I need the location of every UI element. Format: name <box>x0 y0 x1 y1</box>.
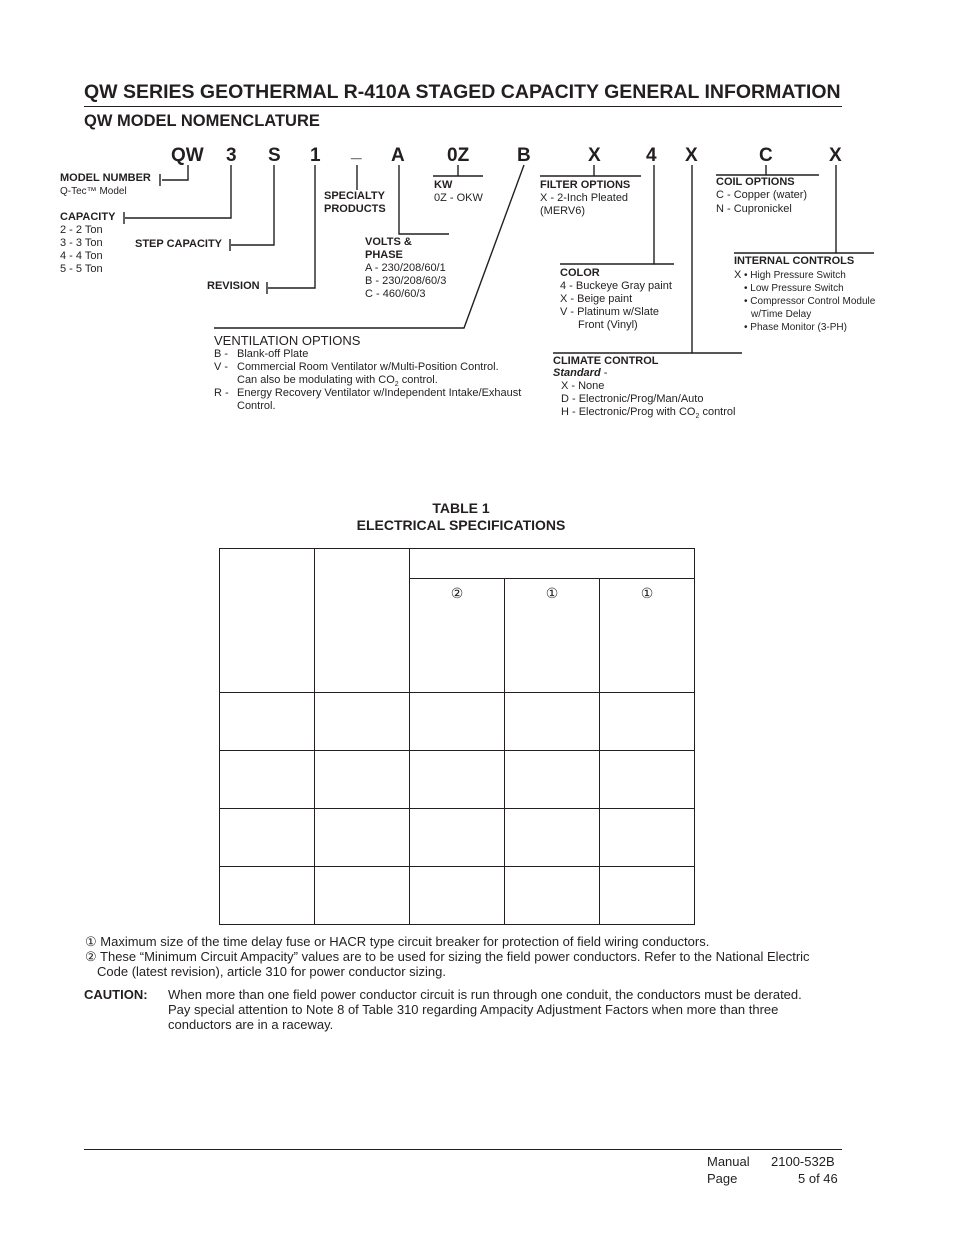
color-label: COLOR <box>560 267 600 279</box>
filter-options-label: FILTER OPTIONS <box>540 179 631 191</box>
code-filter: X <box>588 145 601 166</box>
table-cell <box>220 867 315 925</box>
internal-controls-item: • Phase Monitor (3-PH) <box>744 322 847 333</box>
code-specialty: _ <box>351 141 362 162</box>
table-cell <box>220 751 315 809</box>
table-row <box>220 867 695 925</box>
table-cell <box>410 751 505 809</box>
specialty-label: PRODUCTS <box>324 203 386 215</box>
ventilation-text: Blank-off Plate <box>237 348 309 360</box>
internal-controls-item: • Low Pressure Switch <box>744 283 844 294</box>
filter-item: X - 2-Inch Pleated <box>540 192 629 204</box>
caution-label: CAUTION: <box>84 987 148 1002</box>
climate-item: X - None <box>561 380 605 392</box>
table-cell <box>505 751 600 809</box>
caution-line: When more than one field power conductor circuit is run through one conduit, the conductors must be derated. <box>168 987 802 1002</box>
ventilation-code: R - <box>214 387 229 399</box>
coil-options-label: COIL OPTIONS <box>716 176 795 188</box>
footnote-2-cont: Code (latest revision), article 310 for power conductor sizing. <box>97 964 446 979</box>
step-capacity-label: STEP CAPACITY <box>135 238 222 250</box>
table-cell <box>600 809 695 867</box>
caution-line: Pay special attention to Note 8 of Table 310 regarding Ampacity Adjustment Factors when more than three <box>168 1002 779 1017</box>
code-revision: 1 <box>310 145 321 166</box>
table-cell <box>600 693 695 751</box>
code-color: 4 <box>646 145 657 166</box>
ventilation-text: Energy Recovery Ventilator w/Independent Intake/Exhaust <box>237 387 522 399</box>
coil-item: C - Copper (water) <box>716 189 808 201</box>
footnote-2: ② These “Minimum Circuit Ampacity” values are to be used for sizing the field power conductors. Refer to the National Electric <box>85 949 810 964</box>
table-header-row <box>220 549 695 579</box>
color-item: X - Beige paint <box>560 293 633 305</box>
co2-subscript: 2 <box>695 413 700 421</box>
climate-standard-label: Standard <box>553 367 601 379</box>
ventilation-text: Commercial Room Ventilator w/Multi-Position Control. <box>237 361 499 373</box>
climate-item: H - Electronic/Prog with CO <box>561 406 696 418</box>
model-number-label: MODEL NUMBER <box>60 172 151 184</box>
ventilation-text: Can also be modulating with CO <box>237 374 395 386</box>
code-ventilation: B <box>517 145 531 166</box>
table-row <box>220 751 695 809</box>
internal-controls-prefix: X <box>734 269 742 281</box>
page-title: QW SERIES GEOTHERMAL R-410A STAGED CAPACITY GENERAL INFORMATION <box>84 81 841 103</box>
table-header-cell <box>410 549 695 579</box>
color-item: Front (Vinyl) <box>578 319 638 331</box>
filter-item: (MERV6) <box>540 205 586 217</box>
table-subtitle: ELECTRICAL SPECIFICATIONS <box>356 517 566 533</box>
footer-rule <box>84 1149 842 1150</box>
climate-item: D - Electronic/Prog/Man/Auto <box>561 393 704 405</box>
table-cell <box>220 809 315 867</box>
table-cell <box>505 867 600 925</box>
volts-item: A - 230/208/60/1 <box>365 262 446 274</box>
table-cell <box>505 693 600 751</box>
internal-controls-item: w/Time Delay <box>751 309 812 320</box>
color-item: 4 - Buckeye Gray paint <box>560 280 672 292</box>
page-label: Page <box>707 1171 738 1186</box>
kw-item: 0Z - OKW <box>434 192 483 204</box>
table-row <box>220 693 695 751</box>
climate-item-h <box>561 406 735 423</box>
capacity-item: 2 - 2 Ton <box>60 224 103 236</box>
climate-control-standard: Standard - <box>553 367 608 379</box>
table-header-cell <box>220 549 315 693</box>
ventilation-code: B - <box>214 348 229 360</box>
table-header-cell: ① <box>600 579 695 693</box>
caution-line: conductors are in a raceway. <box>168 1017 334 1032</box>
table-header-cell: ① <box>505 579 600 693</box>
table-row <box>220 809 695 867</box>
internal-controls-label: INTERNAL CONTROLS <box>734 255 855 267</box>
code-coil: C <box>759 145 773 166</box>
table-header-cell: ② <box>410 579 505 693</box>
internal-controls-item: • High Pressure Switch <box>744 270 846 281</box>
model-number-value: Q-Tec™ Model <box>60 186 127 197</box>
table-cell <box>410 867 505 925</box>
page-number: 5 of 46 <box>798 1171 838 1186</box>
specialty-label: SPECIALTY <box>324 190 385 202</box>
table-cell <box>315 751 410 809</box>
table-cell <box>410 693 505 751</box>
ventilation-text-suffix: control. <box>398 374 438 386</box>
coil-item: N - Cupronickel <box>716 203 792 215</box>
code-kw: 0Z <box>447 145 470 166</box>
code-capacity: 3 <box>226 145 237 166</box>
footnote-1: ① Maximum size of the time delay fuse or HACR type circuit breaker for protection of field wiring conductors. <box>85 934 710 949</box>
table-cell <box>315 693 410 751</box>
section-title: QW MODEL NOMENCLATURE <box>84 112 320 130</box>
color-item: V - Platinum w/Slate <box>560 306 660 318</box>
table-cell <box>220 693 315 751</box>
table-cell <box>600 751 695 809</box>
code-step: S <box>268 145 281 166</box>
table-cell <box>315 809 410 867</box>
internal-controls-item: • Compressor Control Module <box>744 296 876 307</box>
ventilation-text: Control. <box>237 400 276 412</box>
table-title: TABLE 1 <box>432 500 490 516</box>
revision-label: REVISION <box>207 280 260 292</box>
kw-label: KW <box>434 179 453 191</box>
volts-item: C - 460/60/3 <box>365 288 426 300</box>
volts-phase-label: VOLTS & <box>365 236 412 248</box>
code-internal: X <box>829 145 842 166</box>
table-cell <box>410 809 505 867</box>
volts-item: B - 230/208/60/3 <box>365 275 447 287</box>
capacity-item: 3 - 3 Ton <box>60 237 103 249</box>
volts-phase-label: PHASE <box>365 249 403 261</box>
table-cell <box>600 867 695 925</box>
table-header-cell <box>315 549 410 693</box>
manual-label: Manual <box>707 1154 750 1169</box>
table-cell <box>505 809 600 867</box>
code-qw: QW <box>171 145 204 166</box>
code-climate: X <box>685 145 698 166</box>
code-volts: A <box>391 145 405 166</box>
table-cell <box>315 867 410 925</box>
ventilation-code: V - <box>214 361 229 373</box>
capacity-item: 4 - 4 Ton <box>60 250 103 262</box>
ventilation-options-label: VENTILATION OPTIONS <box>214 333 361 348</box>
climate-control-label: CLIMATE CONTROL <box>553 355 659 367</box>
manual-number: 2100-532B <box>771 1154 835 1169</box>
climate-item-suffix: control <box>699 406 736 418</box>
co2-subscript: 2 <box>394 381 399 389</box>
electrical-specifications-table <box>219 548 695 925</box>
nomenclature-connectors <box>0 0 954 440</box>
capacity-item: 5 - 5 Ton <box>60 263 103 275</box>
capacity-label: CAPACITY <box>60 211 116 223</box>
